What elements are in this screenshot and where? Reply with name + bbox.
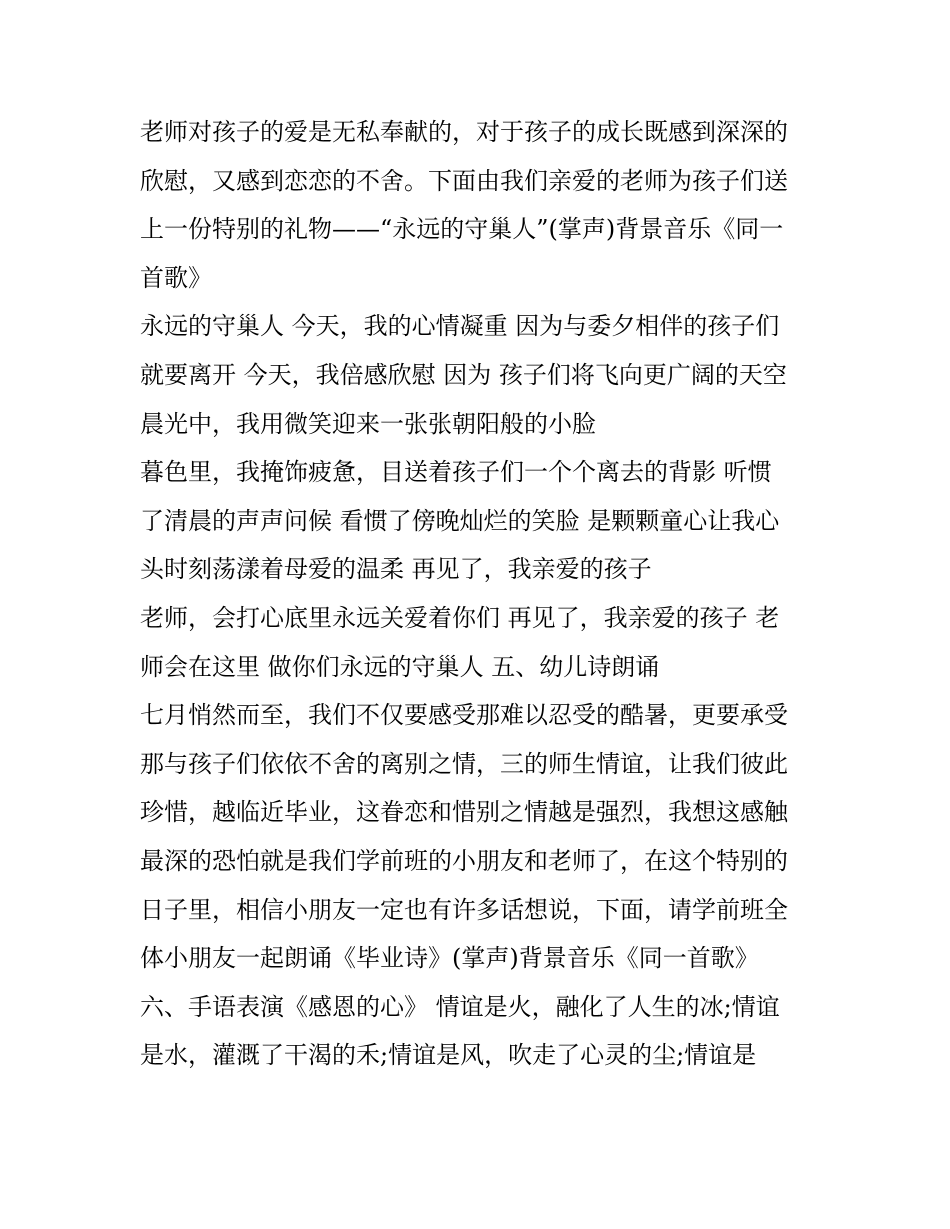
- text-line: 七月悄然而至，我们不仅要感受那难以忍受的酷暑，更要承受: [140, 701, 788, 730]
- text-line: 暮色里，我掩饰疲惫，目送着孩子们一个个离去的背影 听惯: [140, 458, 772, 487]
- text-line: 上一份特别的礼物——“永远的守巢人”(掌声)背景音乐《同一: [140, 215, 784, 244]
- text-line: 六、手语表演《感恩的心》 情谊是火，融化了人生的冰;情谊: [140, 992, 780, 1021]
- text-line: 老师对孩子的爱是无私奉献的，对于孩子的成长既感到深深的: [140, 118, 788, 146]
- text-line: 是水，灌溉了干渴的禾;情谊是风，吹走了心灵的尘;情谊是: [140, 1041, 757, 1070]
- text-line: 那与孩子们依依不舍的离别之情，三的师生情谊，让我们彼此: [140, 749, 788, 778]
- text-line: 老师，会打心底里永远关爱着你们 再见了，我亲爱的孩子 老: [140, 603, 780, 632]
- text-line: 永远的守巢人 今天，我的心情凝重 因为与委夕相伴的孩子们: [140, 312, 780, 341]
- text-line: 日子里，相信小朋友一定也有许多话想说，下面，请学前班全: [140, 895, 788, 924]
- document-body: [140, 108, 820, 1080]
- text-line: 珍惜，越临近毕业，这眷恋和惜别之情越是强烈，我想这感触: [140, 798, 788, 827]
- text-line: 首歌》: [140, 263, 212, 292]
- text-line: 晨光中，我用微笑迎来一张张朝阳般的小脸: [140, 409, 596, 438]
- text-line: 头时刻荡漾着母爱的温柔 再见了，我亲爱的孩子: [140, 555, 652, 584]
- text-line: 师会在这里 做你们永远的守巢人 五、幼儿诗朗诵: [140, 652, 660, 681]
- text-line: 欣慰，又感到恋恋的不舍。下面由我们亲爱的老师为孩子们送: [140, 166, 788, 195]
- text-line: 最深的恐怕就是我们学前班的小朋友和老师了，在这个特别的: [140, 846, 788, 875]
- text-line: 就要离开 今天，我倍感欣慰 因为 孩子们将飞向更广阔的天空: [140, 360, 787, 389]
- text-line: 了清晨的声声问候 看惯了傍晚灿烂的笑脸 是颗颗童心让我心: [140, 506, 780, 535]
- text-line: 体小朋友一起朗诵《毕业诗》(掌声)背景音乐《同一首歌》: [140, 944, 759, 973]
